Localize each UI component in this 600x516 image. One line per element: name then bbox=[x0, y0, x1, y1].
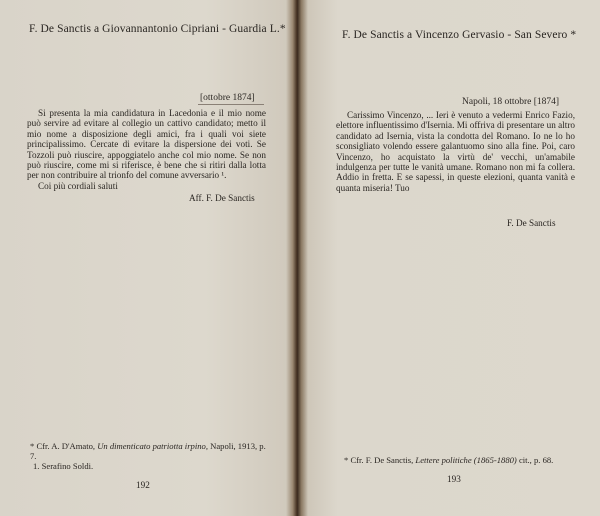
right-page-signature: F. De Sanctis bbox=[507, 218, 556, 228]
right-page-footnote bbox=[344, 455, 594, 465]
footnote-1: 1. Serafino Soldi. bbox=[33, 461, 94, 471]
book-gutter bbox=[286, 0, 308, 516]
left-page bbox=[0, 0, 294, 516]
footnote-star-prefix: * Cfr. F. De Sanctis, bbox=[344, 455, 414, 465]
footnote-star-suffix: Napoli, 1913, p. 7. bbox=[30, 441, 266, 461]
body-paragraph: Si presenta la mia candidatura in Lacedonia e il mio nome può servire ad evitare al collegio un cattivo candidato; metto il mio nome a disposizione degli amici, fra i quali voi siete principalissimo. Cercate di evitare la dispersione dei voti. Se Tozzoli può riuscire, appoggiatelo anche col mio nome. Se non può riuscire, come mi si riferisce, è bene che si ritiri dalla lotta per non contribuire al trionfo del comune avversario ¹. bbox=[27, 108, 266, 181]
right-page-heading: F. De Sanctis a Vincenzo Gervasio - San Severo * bbox=[342, 29, 577, 41]
right-page-number: 193 bbox=[447, 474, 461, 484]
left-page-signature: Aff. F. De Sanctis bbox=[189, 193, 255, 203]
footnote-star-suffix: cit., p. 68. bbox=[518, 455, 554, 465]
right-page bbox=[302, 0, 600, 516]
footnote-star bbox=[30, 441, 266, 461]
right-page-date: Napoli, 18 ottobre [1874] bbox=[462, 97, 560, 107]
footnote-star-title: Un dimenticato patriotta irpino, bbox=[97, 441, 208, 451]
left-page-date: [ottobre 1874] bbox=[200, 93, 255, 103]
left-page-body bbox=[27, 108, 266, 191]
body-closing: Coi più cordiali saluti bbox=[38, 180, 118, 191]
footnote-star-title: Lettere politiche (1865-1880) bbox=[415, 455, 517, 465]
footnote-star-prefix: * Cfr. A. D'Amato, bbox=[30, 441, 96, 451]
body-paragraph: Carissimo Vincenzo, ... Ieri è venuto a vedermi Enrico Fazio, elettore influentissimo d'Isernia. Mi offriva di presentare un altro candidato ad Isernia, vista la condotta del Romano. Io ne lo ho sconsigliato volendo essere galantuomo sino alla fine. Poi, caro Vincenzo, ho acquistato la virtù de' vecchi, un'amabile indulgenza per tutte le vanità umane. Romano non mi fa collera. Addio in fretta. E se sapessi, in queste elezioni, quanta vanità e quanta miseria! Tuo bbox=[336, 110, 575, 193]
left-page-footnotes bbox=[30, 441, 266, 471]
right-page-body bbox=[336, 110, 575, 193]
left-page-heading: F. De Sanctis a Giovannantonio Cipriani - Guardia L.* bbox=[29, 23, 286, 35]
left-page-number: 192 bbox=[136, 480, 150, 490]
date-underline bbox=[198, 104, 264, 105]
